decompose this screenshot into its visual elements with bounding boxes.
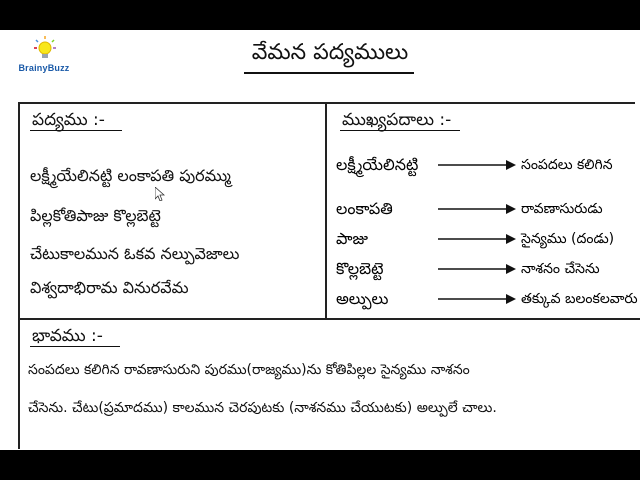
meaning-heading-underline xyxy=(30,346,120,347)
word-term: అల్పులు xyxy=(336,289,389,308)
word-row xyxy=(336,288,636,312)
meaning-line-1: సంపదలు కలిగిన రావణాసురుని పురము(రాజ్యము)ను కోతిపిల్లల సైన్యము నాశనం xyxy=(28,362,470,378)
title-underline xyxy=(244,72,414,74)
word-term: కొల్లబెట్టె xyxy=(336,259,384,278)
poem-line-4: విశ్వదాభిరామ వినురవేమ xyxy=(30,278,189,297)
arrow-right-icon xyxy=(436,156,518,174)
brand-logo xyxy=(4,36,84,80)
word-term: లక్ష్మీయేలినట్టి xyxy=(336,155,419,174)
mouse-cursor-icon xyxy=(155,187,165,201)
word-row xyxy=(336,258,636,282)
brand-name: BrainyBuzz xyxy=(18,63,70,73)
word-term: లంకాపతి xyxy=(336,199,393,218)
arrow-right-icon xyxy=(436,290,518,308)
poem-line-3: చేటుకాలమున ఓకవ నల్పువెజాలు xyxy=(30,244,240,263)
page-title: వేమన పద్యములు xyxy=(251,40,409,65)
column-divider xyxy=(325,102,327,318)
word-row xyxy=(336,198,636,222)
word-row xyxy=(336,154,636,178)
word-meaning: సంపదలు కలిగిన xyxy=(521,157,613,173)
word-row xyxy=(336,228,636,252)
poem-line-2: పిల్లకోతిపాజు కొల్లబెట్టె xyxy=(30,206,161,225)
poem-line-1: లక్ష్మీయేలినట్టి లంకాపతి పురమ్ము xyxy=(30,166,231,185)
meaning-line-2: చేసెను. చేటు(ప్రమాదము) కాలమున చెరపుటకు (నాశనము చేయుటకు) అల్పులే చాలు. xyxy=(28,400,497,416)
poem-heading-underline xyxy=(30,130,122,131)
arrow-right-icon xyxy=(436,260,518,278)
words-heading: ముఖ్యపదాలు :- xyxy=(342,110,452,130)
words-heading-underline xyxy=(340,130,460,131)
word-meaning: నాశనం చేసెను xyxy=(521,261,600,277)
row-divider xyxy=(18,318,640,320)
arrow-right-icon xyxy=(436,230,518,248)
lightbulb-icon xyxy=(34,36,56,62)
word-meaning: తక్కువ బలంకలవారు xyxy=(521,291,638,307)
poem-heading: పద్యము :- xyxy=(32,110,105,130)
word-meaning: రావణాసురుడు xyxy=(521,201,603,217)
meaning-heading: భావము :- xyxy=(32,326,103,346)
word-term: పాజు xyxy=(336,229,368,248)
whiteboard xyxy=(0,30,640,450)
word-meaning: సైన్యము (దండు) xyxy=(521,231,615,247)
arrow-right-icon xyxy=(436,200,518,218)
